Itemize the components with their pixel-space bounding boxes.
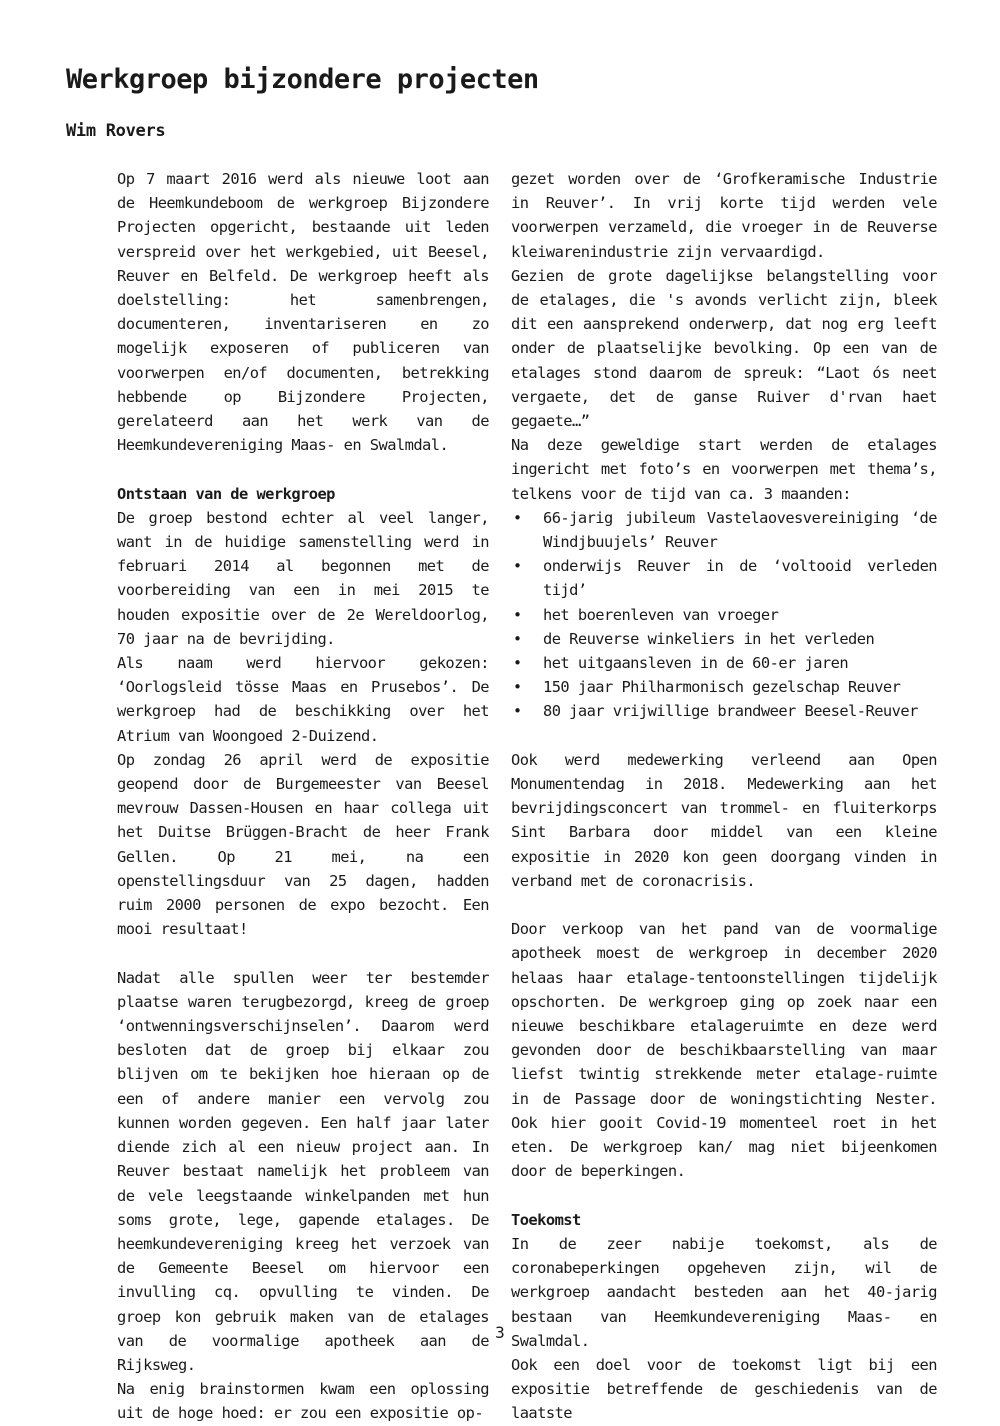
- list-item: [511, 554, 937, 602]
- bullet-icon: •: [513, 702, 522, 721]
- spacer: [511, 1184, 937, 1208]
- list-item: [511, 675, 937, 699]
- article-title: Werkgroep bijzondere projecten: [66, 64, 539, 95]
- paragraph: gezet worden over de ‘Grofkeramische Industrie in Reuver’. In vrij korte tijd werden vele voorwerpen verzameld, die vroeger in de Reuverse kleiwarenindustrie zijn vervaardigd.: [511, 170, 937, 261]
- paragraph: Na deze geweldige start werden de etalages ingericht met foto’s en voorwerpen met thema’s, telkens voor de tijd van ca. 3 maanden:: [511, 436, 937, 503]
- section-heading-ontstaan: Ontstaan van de werkgroep: [117, 484, 335, 503]
- paragraph: Na enig brainstormen kwam een oplossing uit de hoge hoed: er zou een expositie op-: [117, 1380, 489, 1423]
- list-item-text: het uitgaansleven in de 60-er jaren: [543, 654, 849, 673]
- paragraph: Gezien de grote dagelijkse belangstelling voor de etalages, die 's avonds verlicht zijn, bleek dit een aansprekend onderwerp, dat nog erg leeft onder de plaatselijke bevolking. Op een van de etalages stond daarom de spreuk: “Laot ós neet vergaete, det de ganse Ruiver d'rvan haet gegaete…”: [511, 266, 937, 431]
- bullet-icon: •: [513, 605, 522, 624]
- bullet-icon: •: [513, 629, 522, 648]
- intro-paragraph: Op 7 maart 2016 werd als nieuwe loot aan de Heemkundeboom de werkgroep Bijzondere Projecten opgericht, bestaande uit leden verspreid over het werkgebied, uit Beesel, Reuver en Belfeld. De werkgroep heeft als doelstelling: het samenbrengen, documenteren, inventariseren en zo mogelijk exposeren of publiceren van voorwerpen en/of documenten, betrekking hebbende op Bijzondere Projecten, gerelateerd aan het werk van de Heemkundevereniging Maas- en Swalmdal.: [117, 170, 489, 455]
- spacer: [511, 893, 937, 917]
- list-item: [511, 699, 937, 723]
- bullet-icon: •: [513, 654, 522, 673]
- list-item: [511, 651, 937, 675]
- section-heading-toekomst: Toekomst: [511, 1210, 581, 1229]
- author-name: Wim Rovers: [66, 121, 166, 141]
- spacer: [117, 941, 489, 965]
- paragraph: Ook werd medewerking verleend aan Open Monumentendag in 2018. Medewerking aan het bevrijdingsconcert van trommel- en fluiterkorps Sint Barbara door middel van een kleine expositie in 2020 kon geen doorgang vinden in verband met de coronacrisis.: [511, 750, 937, 890]
- right-column: [511, 167, 937, 1426]
- left-column: [117, 167, 489, 1426]
- bullet-icon: •: [513, 557, 522, 576]
- paragraph: Door verkoop van het pand van de voormalige apotheek moest de werkgroep in december 2020 helaas haar etalage-tentoonstellingen tijdelijk opschorten. De werkgroep ging op zoek naar een nieuwe beschikbare etalageruimte en deze werd gevonden door de beschikbaarstelling van maar liefst twintig strekkende meter etalage-ruimte in de Passage door de woningstichting Nester. Ook hier gooit Covid-19 momenteel roet in het eten. De werkgroep kan/ mag niet bijeenkomen door de beperkingen.: [511, 920, 937, 1181]
- list-item-text: de Reuverse winkeliers in het verleden: [543, 629, 875, 648]
- bullet-icon: •: [513, 678, 522, 697]
- spacer: [511, 724, 937, 748]
- list-item-text: 66-jarig jubileum Vastelaovesvereiniging ‘de Windjbuujels’ Reuver: [543, 508, 937, 552]
- list-item-text: 150 jaar Philharmonisch gezelschap Reuver: [543, 678, 901, 697]
- list-item-text: het boerenleven van vroeger: [543, 605, 779, 624]
- exhibition-theme-list: [511, 506, 937, 724]
- paragraph: Als naam werd hiervoor gekozen: ‘Oorlogsleid tösse Maas en Prusebos’. De werkgroep had de beschikking over het Atrium van Woongoed 2-Duizend.: [117, 654, 489, 745]
- paragraph: De groep bestond echter al veel langer, want in de huidige samenstelling werd in februari 2014 al begonnen met de voorbereiding van een in mei 2015 te houden expositie over de 2e Wereldoorlog, 70 jaar na de bevrijding.: [117, 508, 489, 648]
- list-item: [511, 506, 937, 554]
- list-item-text: 80 jaar vrijwillige brandweer Beesel-Reuver: [543, 702, 918, 721]
- list-item-text: onderwijs Reuver in de ‘voltooid verleden tijd’: [543, 557, 937, 600]
- list-item: [511, 603, 937, 627]
- spacer: [117, 457, 489, 481]
- bullet-icon: •: [513, 508, 522, 527]
- paragraph: Ook een doel voor de toekomst ligt bij een expositie betreffende de geschiedenis van de laatste: [511, 1355, 937, 1423]
- paragraph: Nadat alle spullen weer ter bestemder plaatse waren terugbezorgd, kreeg de groep ‘ontwenningsverschijnselen’. Daarom werd besloten dat de groep bij elkaar zou blijven om te bekijken hoe hieraan op de een of andere manier een vervolg zou kunnen worden gegeven. Een half jaar later diende zich al een nieuw project aan. In Reuver bestaat namelijk het probleem van de vele leegstaande winkelpanden met hun soms grote, lege, gapende etalages. De heemkundevereniging kreeg het verzoek van de Gemeente Beesel om hiervoor een invulling cq. opvulling te vinden. De groep kon gebruik maken van de etalages van de voormalige apotheek aan de Rijksweg.: [117, 968, 489, 1374]
- paragraph: Op zondag 26 april werd de expositie geopend door de Burgemeester van Beesel mevrouw Dassen-Housen en haar collega uit het Duitse Brüggen-Bracht de heer Frank Gellen. Op 21 mei, na een openstellingsduur van 25 dagen, hadden ruim 2000 personen de expo bezocht. Een mooi resultaat!: [117, 750, 489, 939]
- page-number: 3: [495, 1323, 505, 1342]
- paragraph: In de zeer nabije toekomst, als de coronabeperkingen opgeheven zijn, wil de werkgroep aandacht besteden aan het 40-jarig bestaan van Heemkundevereniging Maas- en Swalmdal.: [511, 1234, 937, 1350]
- list-item: [511, 627, 937, 651]
